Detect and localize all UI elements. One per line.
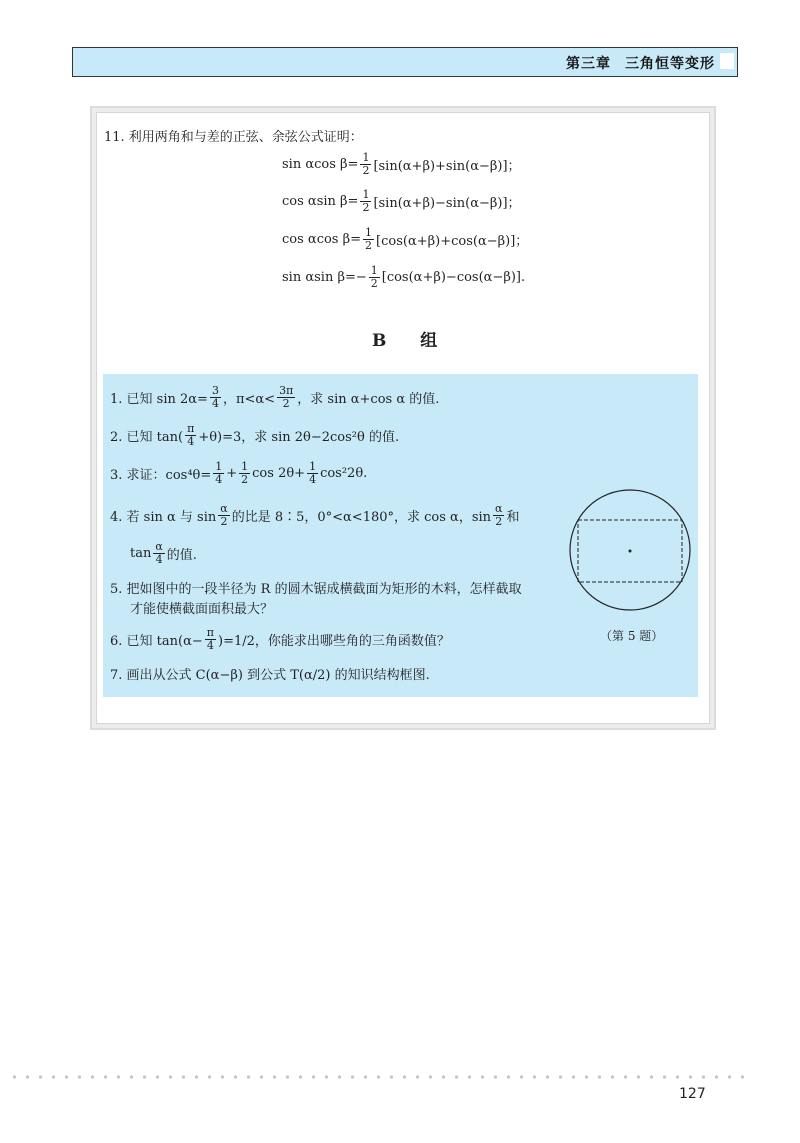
chapter-header-bar [72,47,738,77]
page-number: 127 [679,1086,706,1102]
figure-caption: （第 5 题） [600,629,664,643]
fraction: $\frac{3\pi}{2}$ [279,384,294,410]
header-corner-square [720,53,734,69]
chapter-number: 第三章 [566,56,611,72]
chapter-name: 三角恒等变形 [625,56,715,72]
fraction: $\frac{1}{2}$ [362,188,370,214]
footer-dotted-line [8,1075,753,1079]
fraction: $\frac{\alpha}{2}$ [220,502,228,528]
formula-1: sin αcos β= $\frac{1}{2}$ [sin(α+β)+sin(α−β)]； [282,151,521,177]
exercise-b5-line2: 才能使横截面面积最大？ [130,602,274,617]
fraction: $\frac{\alpha}{2}$ [495,502,503,528]
exercise-b4: 4. 若 sin α 与 sin $\frac{\alpha}{2}$ 的比是 8∶5，0°<α<180°，求 cos α，sin $\frac{\alpha}{2}$ 和 [110,502,520,528]
exercise-b1: 1. 已知 sin 2α= $\frac{3}{4}$ ，π<α< $\frac{3\pi}{2}$ ，求 sin α+cos α 的值. [110,384,440,410]
fraction: $\frac{1}{2}$ [370,264,378,290]
exercise-b3: 3. 求证：cos⁴θ= $\frac{1}{4}$ + $\frac{1}{2}$ cos 2θ+ $\frac{1}{4}$ cos²2θ. [110,460,368,486]
formula-2: cos αsin β= $\frac{1}{2}$ [sin(α+β)−sin(α−β)]； [282,188,521,214]
circle-rectangle-figure [568,488,692,612]
exercise-b4-continued: tan $\frac{\alpha}{4}$ 的值. [130,540,197,566]
formula-4: sin αsin β=− $\frac{1}{2}$ [cos(α+β)−cos(α−β)]. [282,264,526,290]
fraction: $\frac{1}{2}$ [365,226,373,252]
fraction: $\frac{\pi}{4}$ [206,626,214,652]
fraction: $\frac{1}{2}$ [241,460,249,486]
fraction: $\frac{3}{4}$ [211,384,219,410]
fraction: $\frac{\alpha}{4}$ [155,540,163,566]
exercise-b5-line1: 5. 把如图中的一段半径为 R 的圆木锯成横截面为矩形的木料，怎样截取 [110,582,522,597]
exercise-b7: 7. 画出从公式 C(α−β) 到公式 T(α/2) 的知识结构框图. [110,668,430,683]
fraction: $\frac{1}{4}$ [215,460,223,486]
group-b-title: B 组 [372,331,452,351]
formula-3: cos αcos β= $\frac{1}{2}$ [cos(α+β)+cos(α−β)]； [282,226,529,252]
exercise-11-intro: 11. 利用两角和与差的正弦、余弦公式证明： [104,130,363,145]
fraction: $\frac{1}{2}$ [362,151,370,177]
fraction: $\frac{1}{4}$ [309,460,317,486]
exercise-b2: 2. 已知 tan( $\frac{\pi}{4}$ +θ)=3，求 sin 2θ−2cos²θ 的值. [110,422,400,448]
chapter-title [566,53,715,73]
fraction: $\frac{\pi}{4}$ [187,422,195,448]
center-point [629,550,632,553]
exercise-b6: 6. 已知 tan(α− $\frac{\pi}{4}$ )=1/2，你能求出哪些角的三角函数值？ [110,626,450,652]
